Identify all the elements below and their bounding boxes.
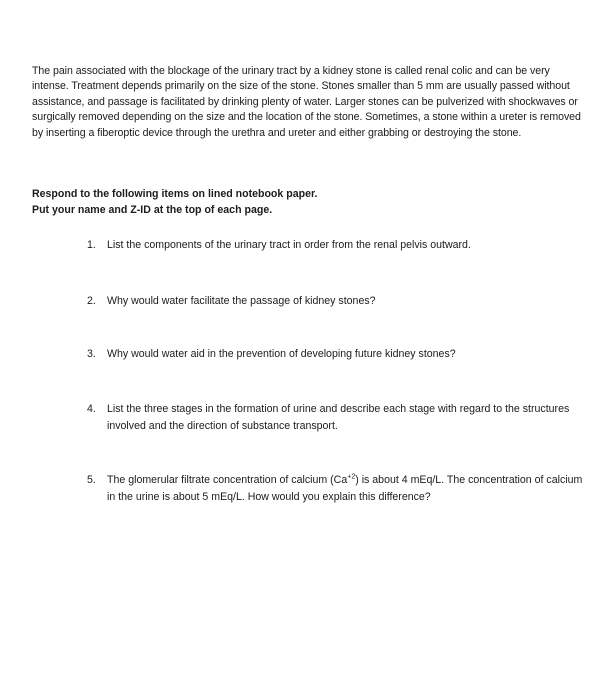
question-number: 1. bbox=[87, 239, 96, 251]
question-4 bbox=[87, 401, 587, 434]
question-text-part-1: The glomerular filtrate concentration of calcium (Ca bbox=[107, 474, 348, 486]
question-text: Why would water aid in the prevention of developing future kidney stones? bbox=[107, 348, 456, 360]
question-number: 5. bbox=[87, 474, 96, 486]
question-3 bbox=[87, 346, 587, 363]
question-text: Why would water facilitate the passage of kidney stones? bbox=[107, 295, 376, 307]
question-number: 3. bbox=[87, 348, 96, 360]
question-1 bbox=[87, 237, 587, 254]
intro-paragraph: The pain associated with the blockage of the urinary tract by a kidney stone is called renal colic and can be very intense. Treatment depends primarily on the size of the stone. Stones smaller than 5 mm are usually passed without assistance, and passage is facilitated by drinking plenty of water. Larger stones can be pulverized with shockwaves or surgically removed depending on the size and the location of the stone. Sometimes, a stone within a ureter is removed by inserting a fiberoptic device through the urethra and ureter and either grabbing or destroying the stone. bbox=[32, 65, 581, 139]
question-number: 4. bbox=[87, 403, 96, 415]
question-text: List the three stages in the formation of urine and describe each stage with regard to the structures involved and the direction of substance transport. bbox=[107, 403, 570, 432]
question-number: 2. bbox=[87, 295, 96, 307]
question-text: List the components of the urinary tract in order from the renal pelvis outward. bbox=[107, 239, 471, 251]
instructions-line-2: Put your name and Z-ID at the top of each page. bbox=[32, 204, 273, 216]
question-text bbox=[107, 472, 587, 505]
question-text-part-2: ) is about 4 mEq/L. The concentration of calcium in the urine is about 5 mEq/L. How would you explain this difference? bbox=[107, 474, 583, 503]
instructions-line-1: Respond to the following items on lined notebook paper. bbox=[32, 188, 318, 200]
instructions-block bbox=[32, 186, 572, 218]
question-2 bbox=[87, 293, 587, 310]
question-5 bbox=[87, 472, 587, 505]
calcium-charge-superscript: +2 bbox=[347, 473, 356, 481]
